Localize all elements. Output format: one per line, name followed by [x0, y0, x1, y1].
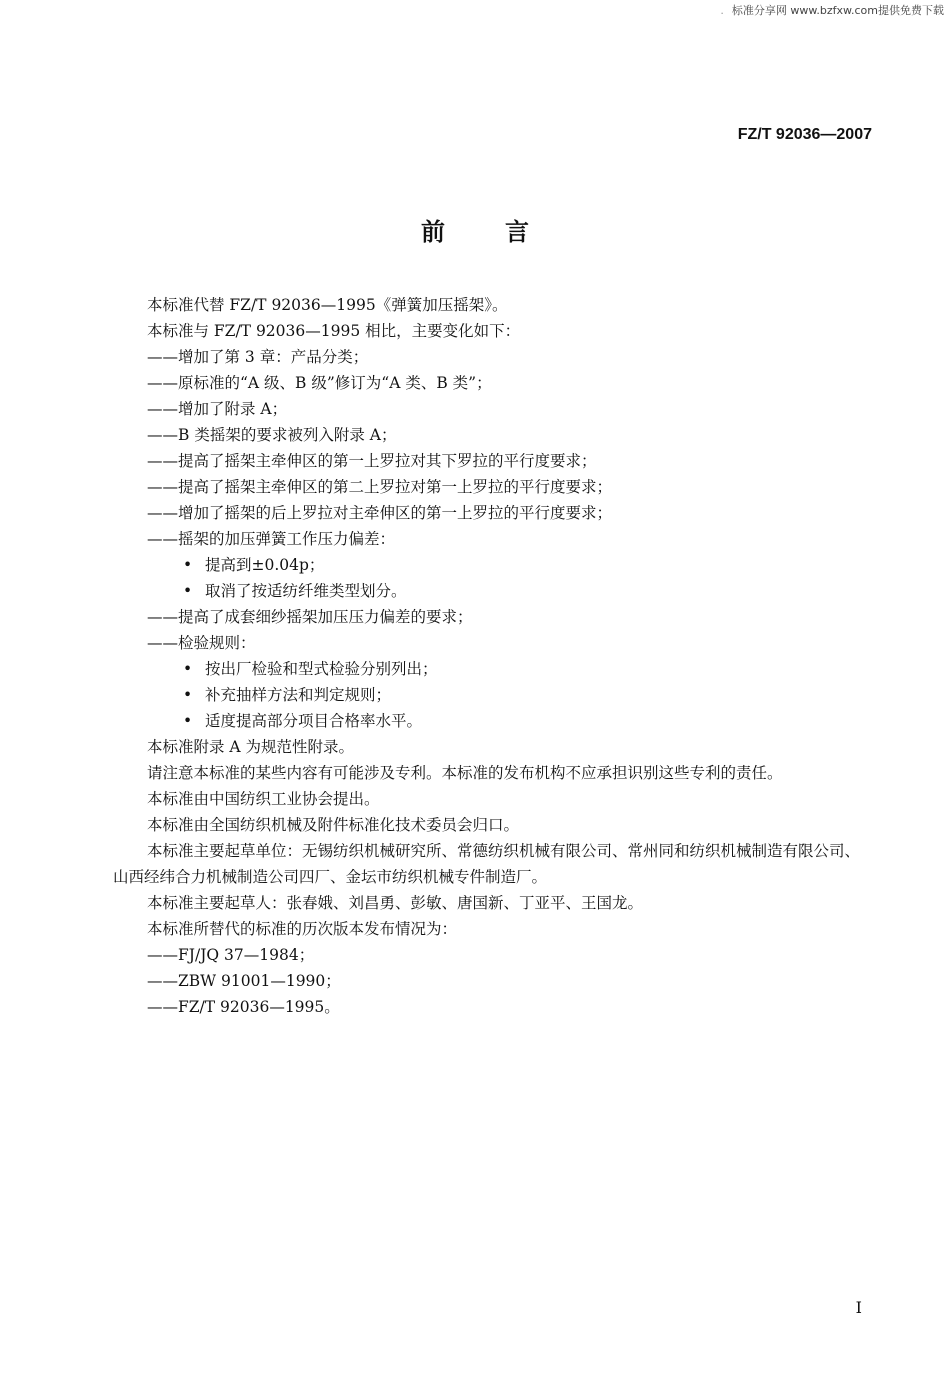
list-item: ——ZBW 91001—1990；	[147, 972, 341, 990]
list-item: ——增加了摇架的后上罗拉对主牵伸区的第一上罗拉的平行度要求；	[147, 504, 613, 522]
list-item: ——提高了摇架主牵伸区的第一上罗拉对其下罗拉的平行度要求；	[147, 452, 597, 470]
bullet-icon: •	[183, 660, 193, 678]
list-item: ——B 类摇架的要求被列入附录 A；	[147, 426, 397, 444]
bullet-icon: •	[183, 686, 193, 704]
paragraph: 本标准主要起草人：张春娥、刘昌勇、彭敏、唐国新、丁亚平、王国龙。	[147, 894, 644, 912]
bullet-text: 按出厂检验和型式检验分别列出；	[205, 660, 438, 678]
bullet-icon: •	[183, 556, 193, 574]
list-item: ——原标准的“A 级、B 级”修订为“A 类、B 类”；	[147, 374, 492, 392]
watermark	[720, 2, 944, 18]
bullet-item	[113, 552, 875, 578]
bullet-item	[113, 708, 875, 734]
bullet-text: 取消了按适纺纤维类型划分。	[205, 582, 407, 600]
list-item: ——增加了附录 A；	[147, 400, 288, 418]
paragraph: 本标准主要起草单位：无锡纺织机械研究所、常德纺织机械有限公司、常州同和纺织机械制造有限公司、山西经纬合力机械制造公司四厂、金坛市纺织机械专件制造厂。	[113, 842, 861, 886]
page-title: 前言	[421, 218, 589, 246]
bullet-text: 提高到±0.04p；	[205, 556, 325, 574]
document-body	[113, 292, 875, 1020]
list-item: ——提高了摇架主牵伸区的第二上罗拉对第一上罗拉的平行度要求；	[147, 478, 613, 496]
list-item: ——FJ/JQ 37—1984；	[147, 946, 315, 964]
list-item: ——增加了第 3 章：产品分类；	[147, 348, 369, 366]
list-item: ——FZ/T 92036—1995。	[147, 998, 340, 1016]
standard-number: FZ/T 92036—2007	[737, 126, 872, 143]
paragraph: 本标准附录 A 为规范性附录。	[147, 738, 355, 756]
bullet-icon: •	[183, 582, 193, 600]
watermark-dot: .	[720, 4, 724, 17]
paragraph: 本标准由全国纺织机械及附件标准化技术委员会归口。	[147, 816, 520, 834]
bullet-text: 补充抽样方法和判定规则；	[205, 686, 392, 704]
paragraph: 本标准与 FZ/T 92036—1995 相比，主要变化如下：	[147, 322, 521, 340]
paragraph: 请注意本标准的某些内容有可能涉及专利。本标准的发布机构不应承担识别这些专利的责任。	[147, 764, 783, 782]
paragraph: 本标准代替 FZ/T 92036—1995《弹簧加压摇架》。	[147, 296, 508, 314]
list-item: ——提高了成套细纱摇架加压压力偏差的要求；	[147, 608, 473, 626]
bullet-item	[113, 682, 875, 708]
page-number: I	[855, 1298, 862, 1317]
bullet-item	[113, 656, 875, 682]
paragraph: 本标准所替代的标准的历次版本发布情况为：	[147, 920, 458, 938]
list-item: ——摇架的加压弹簧工作压力偏差：	[147, 530, 396, 548]
list-item: ——检验规则：	[147, 634, 256, 652]
bullet-item	[113, 578, 875, 604]
paragraph: 本标准由中国纺织工业协会提出。	[147, 790, 380, 808]
bullet-icon: •	[183, 712, 193, 730]
bullet-text: 适度提高部分项目合格率水平。	[205, 712, 423, 730]
watermark-text: 标准分享网 www.bzfxw.com提供免费下载	[731, 4, 944, 17]
